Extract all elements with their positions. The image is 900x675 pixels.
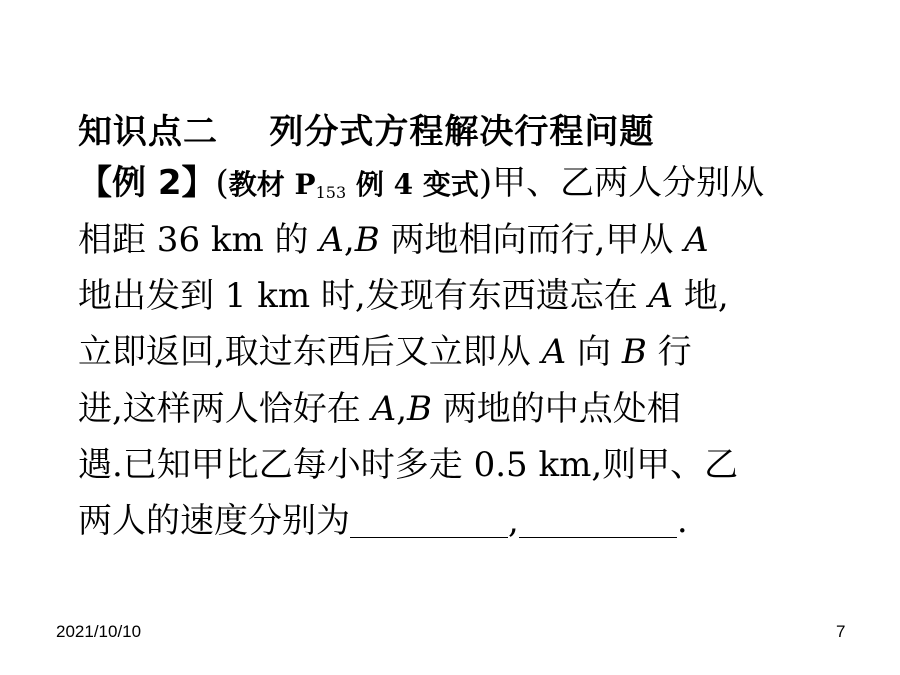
answer-blank-1[interactable] — [350, 507, 508, 538]
answer-blank-2[interactable] — [519, 507, 677, 538]
footer-date: 2021/10/10 — [56, 622, 142, 641]
page-number: 7 — [836, 622, 846, 641]
problem-line-4: 立即返回,取过东西后又立即从 A 向 B 行 — [78, 332, 692, 372]
problem-line-6: 遇.已知甲比乙每小时多走 0.5 km,则甲、乙 — [78, 445, 739, 485]
source-close-paren: ) — [478, 163, 493, 203]
problem-line-3: 地出发到 1 km 时,发现有东西遗忘在 A 地, — [78, 276, 729, 316]
problem-line-5: 进,这样两人恰好在 A,B 两地的中点处相 — [78, 389, 681, 429]
source-open-paren: ( — [215, 163, 229, 203]
example-label: 【例 2】 — [78, 163, 216, 203]
source-reference: 教材 $P_{153}$ 例 4 变式 — [228, 168, 479, 202]
problem-line-1 — [78, 163, 764, 213]
section-title: 知识点二 列分式方程解决行程问题 — [78, 112, 655, 152]
problem-line-7: 两人的速度分别为 , . — [78, 501, 688, 541]
line-1-text: 甲、乙两人分别从 — [492, 163, 765, 203]
problem-line-2: 相距 36 km 的 A,B 两地相向而行,甲从 A — [78, 220, 709, 260]
